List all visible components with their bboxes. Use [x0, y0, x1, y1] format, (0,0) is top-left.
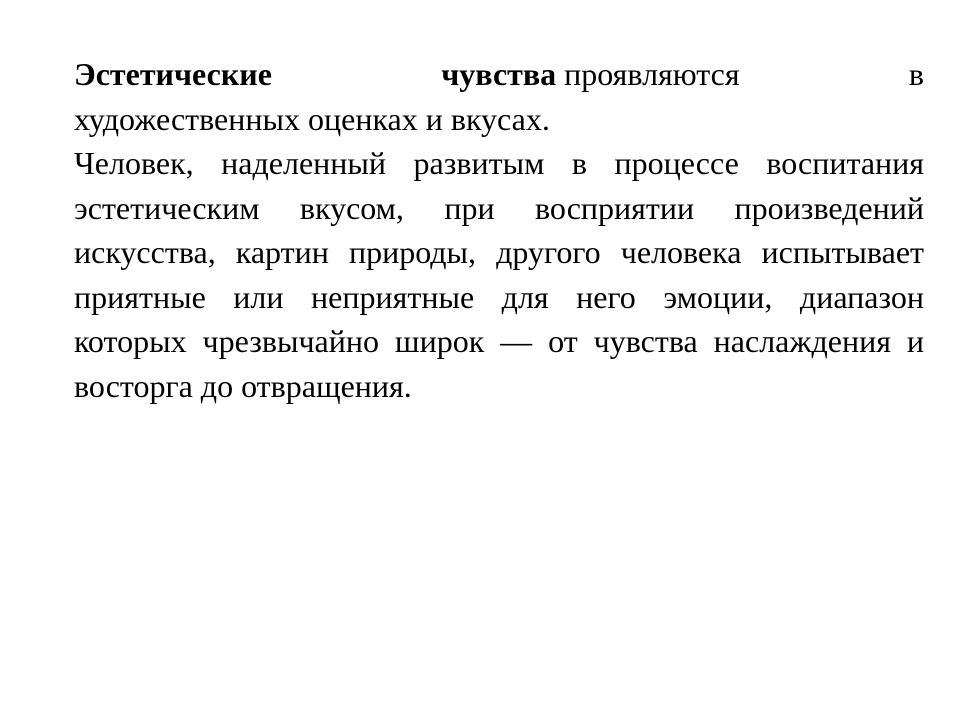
- paragraph-aesthetic-feelings: [74, 52, 924, 141]
- paragraph-first-line: [74, 52, 924, 97]
- bold-term-feelings: чувства: [441, 56, 557, 92]
- paragraph-second-line: художественных оценках и вкусах.: [74, 100, 550, 137]
- word-in: в: [908, 56, 924, 92]
- paragraph-person-emotions: Человек, наделенный развитым в процессе воспитания эстетическим вкусом, при восприятии произведений искусства, картин природы, другого человека испытывает приятные или неприятные для него эмоции, диапазон которых чрезвычайно широк — от чувства наслаждения и восторга до отвращения.: [74, 145, 924, 404]
- slide-text-block: [74, 52, 924, 408]
- word-manifest: проявляются: [564, 56, 740, 92]
- term-group: [441, 52, 739, 97]
- bold-term-aesthetic: Эстетические: [74, 56, 272, 92]
